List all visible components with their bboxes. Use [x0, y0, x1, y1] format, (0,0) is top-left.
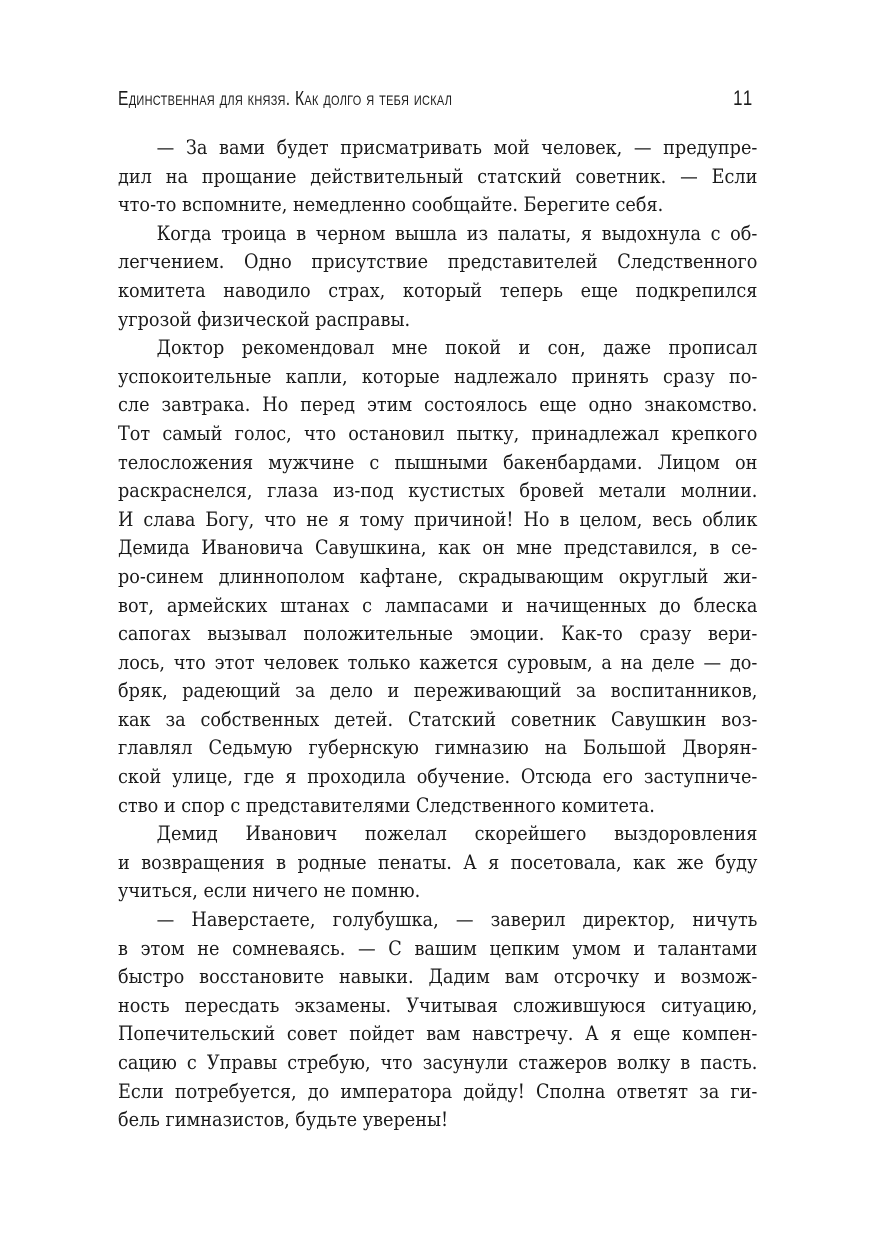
text-line: угрозой физической расправы. — [118, 307, 411, 331]
paragraph — [118, 220, 758, 334]
text-line: ро-синем длиннополом кафтане, скрадывающим округлый жи- — [118, 564, 758, 588]
text-line: вот, армейских штанах с лампасами и начищенных до блеска — [118, 593, 758, 617]
text-line: сацию с Управы стребую, что засунули стажеров волку в пасть. — [118, 1051, 758, 1074]
page-number: 11 — [733, 87, 754, 110]
text-line: бряк, радеющий за дело и переживающий за воспитанников, — [118, 679, 758, 703]
text-line: Демида Ивановича Савушкина, как он мне представился, в се- — [118, 536, 758, 560]
text-line: в этом не сомневаясь. — С вашим цепким умом и талантами — [118, 936, 758, 960]
text-line: Попечительский совет пойдет вам навстречу. А я еще компен- — [118, 1022, 758, 1046]
text-line: — За вами будет присматривать мой человек, — предупре- — [156, 136, 758, 159]
text-line: бель гимназистов, будьте уверены! — [118, 1108, 449, 1132]
text-line: что-то вспомните, немедленно сообщайте. Берегите себя. — [118, 193, 664, 217]
text-line: Доктор рекомендовал мне покой и сон, даже прописал — [156, 336, 758, 360]
text-line: сле завтрака. Но перед этим состоялось еще одно знакомство. — [118, 393, 758, 417]
text-line: быстро восстановите навыки. Дадим вам отсрочку и возмож- — [118, 965, 758, 989]
text-line: ской улице, где я проходила обучение. Отсюда его заступниче- — [118, 765, 758, 789]
text-line: И слава Богу, что не я тому причиной! Но в целом, весь облик — [118, 507, 758, 531]
text-line: Когда троица в черном вышла из палаты, я выдохнула с об- — [156, 221, 758, 245]
text-line: успокоительные капли, которые надлежало принять сразу по- — [118, 364, 758, 388]
text-line: — Наверстаете, голубушка, — заверил директор, ничуть — [156, 908, 758, 932]
text-line: главлял Седьмую губернскую гимназию на Большой Дворян- — [118, 736, 758, 760]
text-line: легчением. Одно присутствие представителей Следственного — [118, 250, 758, 274]
paragraph — [118, 134, 758, 220]
text-line: раскраснелся, глаза из-под кустистых бровей метали молнии. — [118, 479, 758, 503]
book-page — [118, 84, 758, 1135]
text-line: учиться, если ничего не помню. — [118, 879, 421, 903]
text-line: и возвращения в родные пенаты. А я посетовала, как же буду — [118, 850, 758, 874]
text-line: сапогах вызывал положительные эмоции. Как-то сразу вери- — [118, 622, 758, 646]
book-title: Единственная для князя. Как долго я тебя искал — [118, 88, 453, 110]
text-line: Демид Иванович пожелал скорейшего выздоровления — [156, 822, 758, 846]
running-header — [118, 84, 758, 118]
text-line: комитета наводило страх, который теперь еще подкрепился — [118, 278, 758, 302]
text-line: ность пересдать экзамены. Учитывая сложившуюся ситуацию, — [118, 993, 758, 1017]
body-text — [118, 134, 758, 1135]
text-line: Тот самый голос, что остановил пытку, принадлежал крепкого — [118, 421, 758, 445]
paragraph — [118, 334, 758, 820]
text-line: как за собственных детей. Статский советник Савушкин воз- — [118, 707, 758, 731]
text-line: ство и спор с представителями Следственного комитета. — [118, 793, 655, 817]
text-line: лось, что этот человек только кажется суровым, а на деле — до- — [118, 650, 758, 674]
paragraph — [118, 820, 758, 906]
text-line: телосложения мужчине с пышными бакенбардами. Лицом он — [118, 450, 758, 474]
text-line: Если потребуется, до императора дойду! Сполна ответят за ги- — [118, 1079, 758, 1103]
text-line: дил на прощание действительный статский советник. — Если — [118, 164, 758, 188]
paragraph — [118, 906, 758, 1135]
